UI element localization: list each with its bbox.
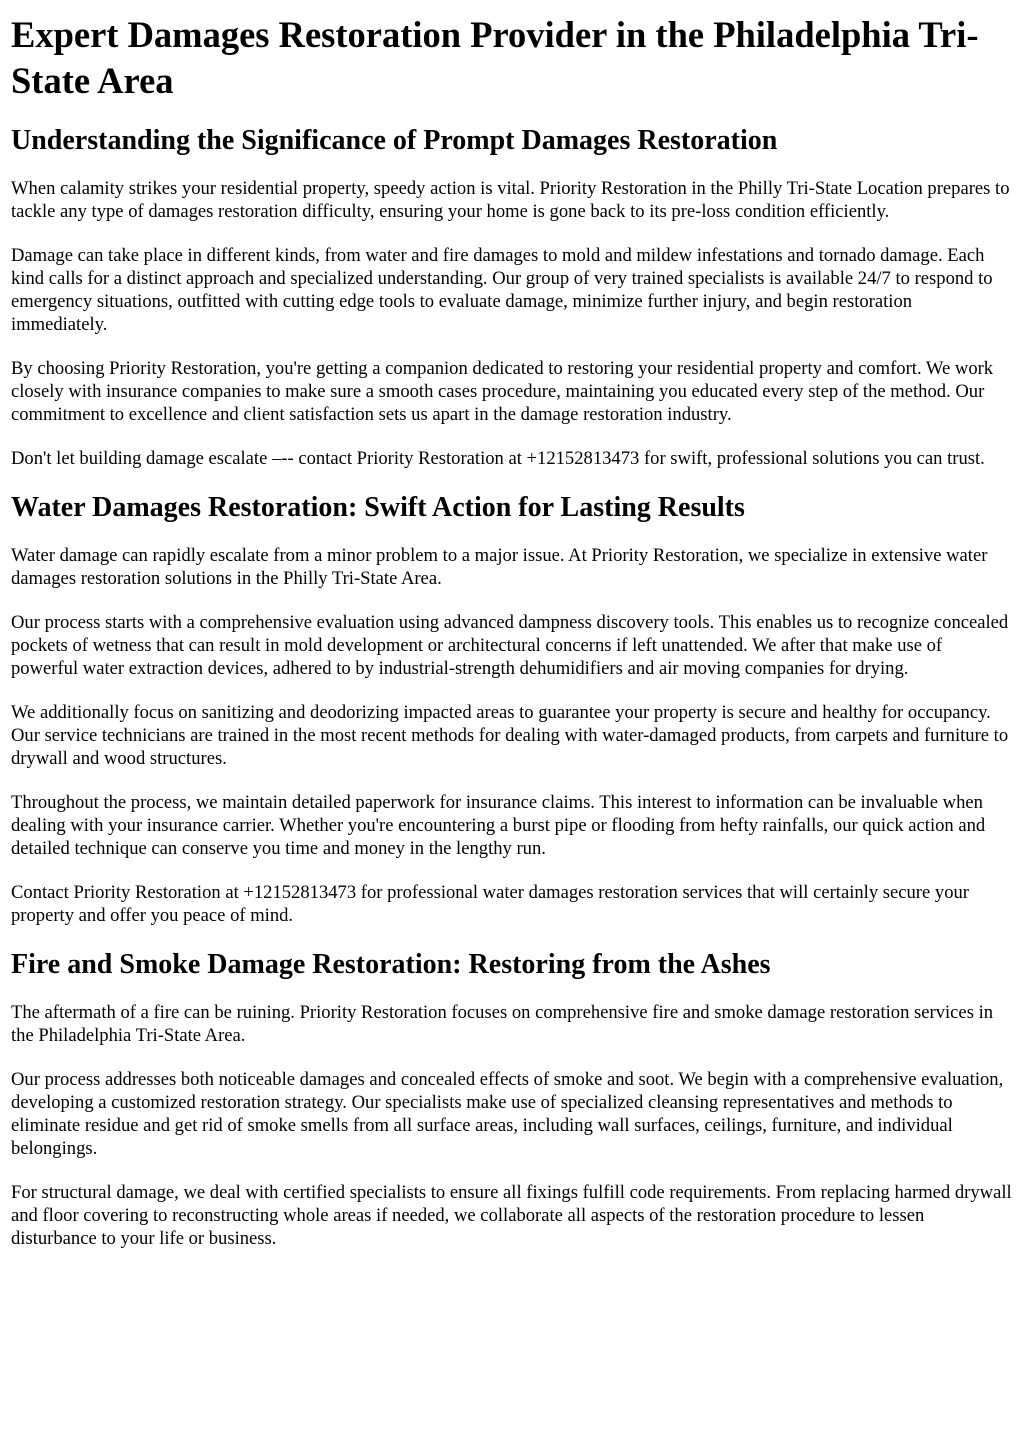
paragraph: Our process addresses both noticeable damages and concealed effects of smoke and soot. We begin with a comprehensive evaluation, developing a customized restoration strategy. Our specialists make use of specialized cleansing representatives and methods to eliminate residue and get rid of smoke smells from all surface areas, including wall surfaces, ceilings, furniture, and individual belongings. (11, 1069, 1004, 1159)
paragraph: Our process starts with a comprehensive evaluation using advanced dampness discovery tools. This enables us to recognize concealed pockets of wetness that can result in mold development or architectural concerns if left unattended. We after that make use of powerful water extraction devices, adhered to by industrial-strength dehumidifiers and air moving companies for drying. (11, 612, 1009, 679)
paragraph: We additionally focus on sanitizing and deodorizing impacted areas to guarantee your property is secure and healthy for occupancy. Our service technicians are trained in the most recent methods for dealing with water-damaged products, from carpets and furniture to drywall and wood structures. (11, 702, 1009, 769)
paragraph: Don't let building damage escalate –-- contact Priority Restoration at +12152813473 for swift, professional solutions you can trust. (11, 448, 985, 469)
section-fire-smoke-damage (11, 948, 1013, 1250)
paragraph: The aftermath of a fire can be ruining. Priority Restoration focuses on comprehensive fire and smoke damage restoration services in the Philadelphia Tri-State Area. (11, 1002, 994, 1046)
section-heading: Water Damages Restoration: Swift Action for Lasting Results (11, 492, 745, 523)
section-heading: Understanding the Significance of Prompt Damages Restoration (11, 125, 778, 156)
paragraph: When calamity strikes your residential property, speedy action is vital. Priority Restoration in the Philly Tri-State Location prepares to tackle any type of damages restoration difficulty, ensuring your home is gone back to its pre-loss condition efficiently. (11, 178, 1010, 222)
paragraph: Damage can take place in different kinds, from water and fire damages to mold and mildew infestations and tornado damage. Each kind calls for a distinct approach and specialized understanding. Our group of very trained specialists is available 24/7 to respond to emergency situations, outfitted with cutting edge tools to evaluate damage, minimize further injury, and begin restoration immediately. (11, 245, 993, 335)
section-water-damage (11, 491, 1013, 927)
paragraph: For structural damage, we deal with certified specialists to ensure all fixings fulfill code requirements. From replacing harmed drywall and floor covering to reconstructing whole areas if needed, we collaborate all aspects of the restoration procedure to lessen disturbance to your life or business. (11, 1182, 1012, 1249)
paragraph: Throughout the process, we maintain detailed paperwork for insurance claims. This interest to information can be invaluable when dealing with your insurance carrier. Whether you're encountering a burst pipe or flooding from hefty rainfalls, our quick action and detailed technique can conserve you time and money in the lengthy run. (11, 792, 986, 859)
paragraph: Contact Priority Restoration at +12152813473 for professional water damages restoration services that will certainly secure your property and offer you peace of mind. (11, 882, 969, 926)
paragraph: By choosing Priority Restoration, you're getting a companion dedicated to restoring your residential property and comfort. We work closely with insurance companies to make sure a smooth cases procedure, maintaining you educated every step of the method. Our commitment to excellence and client satisfaction sets us apart in the damage restoration industry. (11, 358, 994, 425)
section-heading: Fire and Smoke Damage Restoration: Restoring from the Ashes (11, 949, 771, 980)
paragraph: Water damage can rapidly escalate from a minor problem to a major issue. At Priority Restoration, we specialize in extensive water damages restoration solutions in the Philly Tri-State Area. (11, 545, 988, 589)
page-title: Expert Damages Restoration Provider in the Philadelphia Tri-State Area (11, 14, 979, 101)
section-prompt-restoration (11, 124, 1013, 470)
